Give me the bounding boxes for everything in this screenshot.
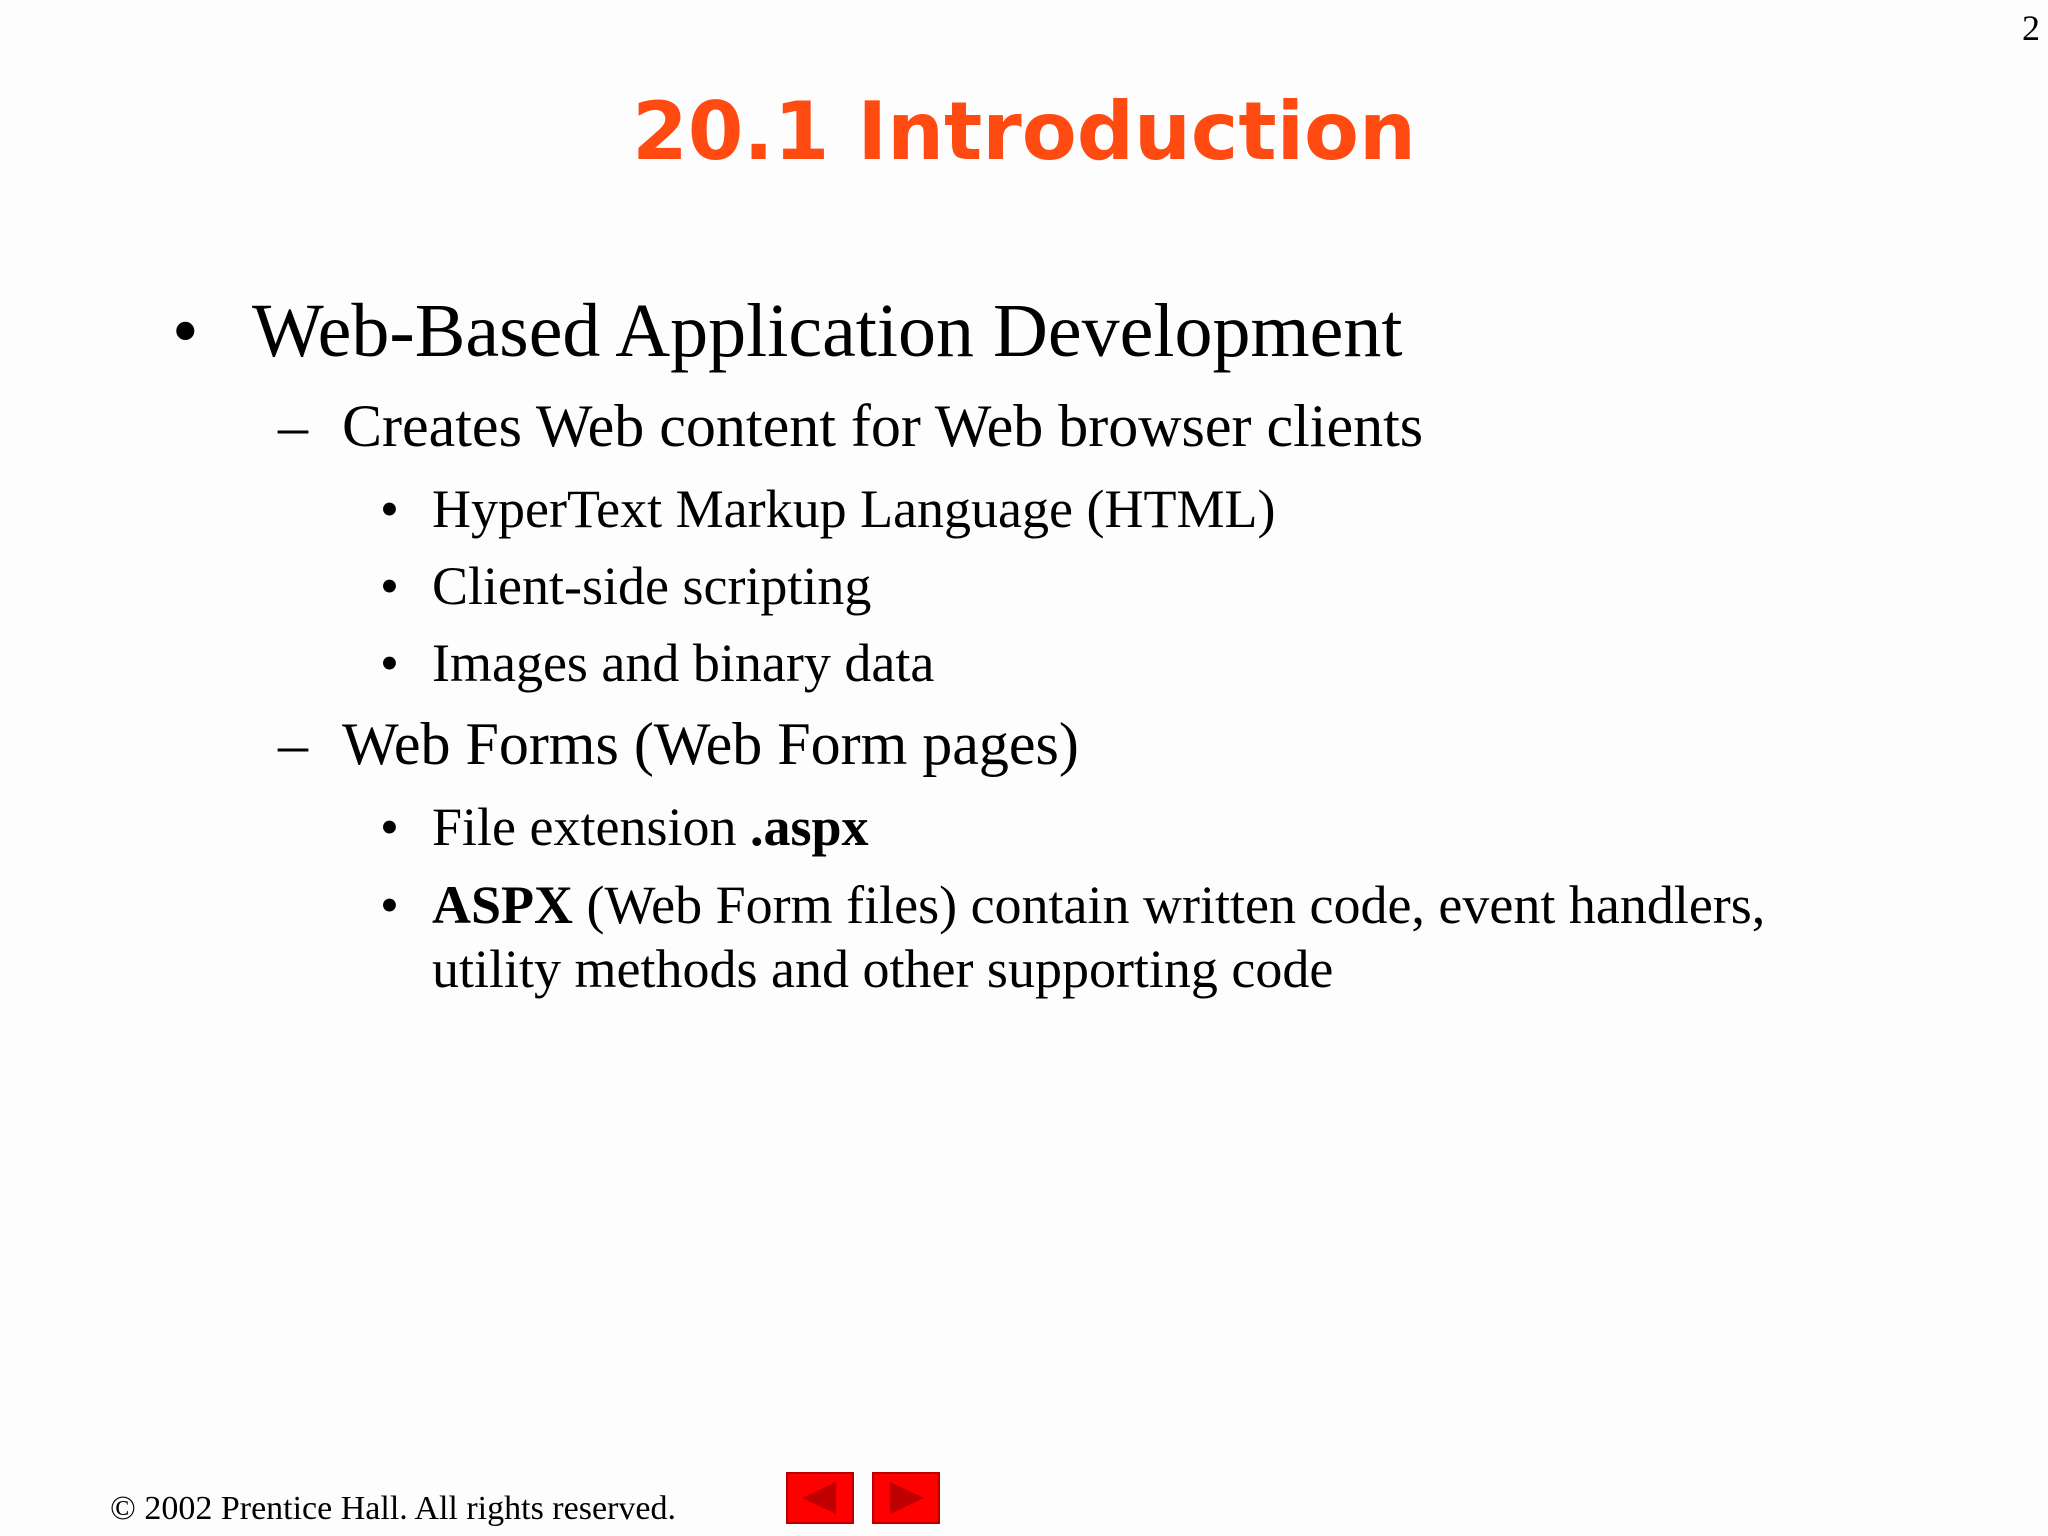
bullet-text: Images and binary data <box>432 633 935 693</box>
copyright-symbol: © <box>110 1490 136 1527</box>
bullet-text <box>432 796 869 858</box>
bullet-marker: • <box>380 479 399 539</box>
bullet-continuation: utility methods and other supporting code <box>432 939 1334 999</box>
bullet-text: Web-Based Application Development <box>252 289 1403 373</box>
bullet-text <box>432 874 1765 936</box>
triangle-left-icon <box>788 1474 852 1522</box>
bullet-text: Web Forms (Web Form pages) <box>342 711 1079 777</box>
bullet-marker: • <box>172 289 199 373</box>
page-number: 2 <box>2022 8 2040 48</box>
triangle-right-icon <box>874 1474 938 1522</box>
bullet-text: Client-side scripting <box>432 556 872 616</box>
next-slide-button[interactable] <box>872 1472 940 1524</box>
bold-text: .aspx <box>749 797 869 857</box>
bullet-marker: • <box>380 875 399 935</box>
dash-marker: – <box>278 711 308 777</box>
text-segment: (Web Form files) contain written code, event handlers, <box>573 875 1766 935</box>
bold-text: ASPX <box>432 875 574 935</box>
dash-marker: – <box>278 393 308 459</box>
bullet-marker: • <box>380 633 399 693</box>
copyright-footer <box>110 1490 676 1528</box>
bullet-marker: • <box>380 556 399 616</box>
slide-title: 20.1 Introduction <box>632 85 1416 178</box>
bullet-text: HyperText Markup Language (HTML) <box>432 479 1276 539</box>
previous-slide-button[interactable] <box>786 1472 854 1524</box>
text-segment: File extension <box>432 797 750 857</box>
bullet-text: Creates Web content for Web browser clients <box>342 393 1424 459</box>
copyright-text: 2002 Prentice Hall. All rights reserved. <box>135 1490 676 1527</box>
bullet-marker: • <box>380 797 399 857</box>
